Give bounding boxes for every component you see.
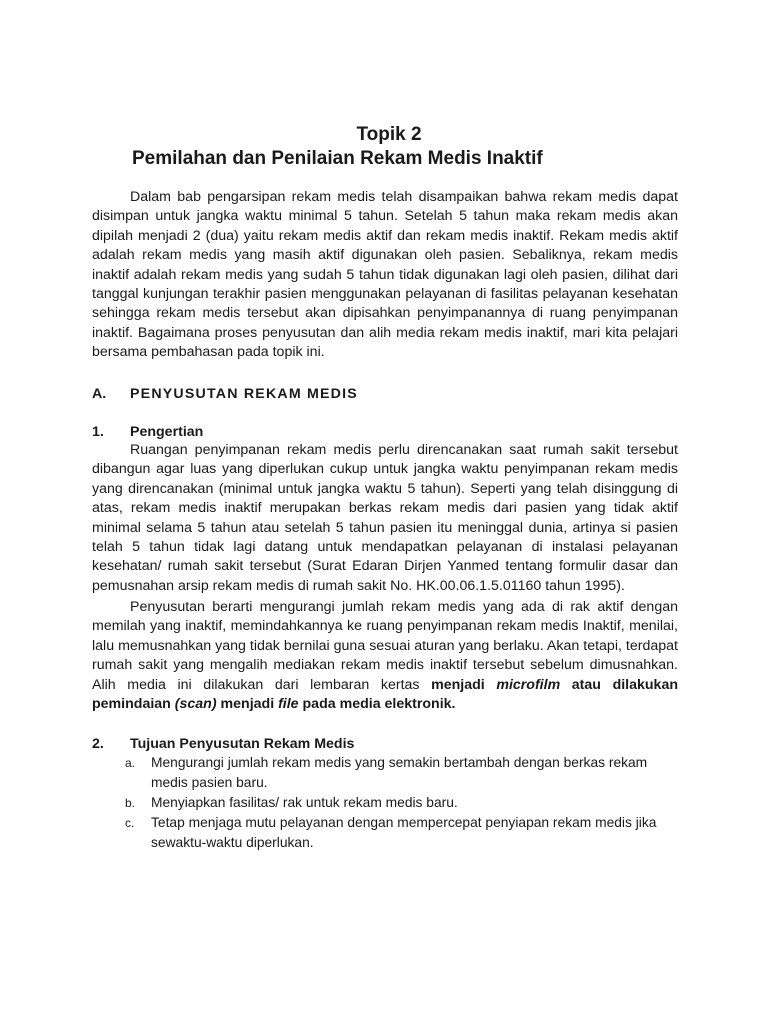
subsection-1-title: Pengertian bbox=[130, 424, 204, 440]
pengertian-paragraph-2 bbox=[92, 598, 678, 714]
topic-number-heading: Topik 2 bbox=[356, 124, 422, 145]
list-marker: b. bbox=[125, 796, 136, 810]
microfilm-term: microfilm bbox=[496, 676, 561, 693]
paragraph-2-bold-3: menjadi bbox=[216, 696, 279, 713]
intro-paragraph: Dalam bab pengarsipan rekam medis telah disampaikan bahwa rekam medis dapat disimpan untuk jangka waktu minimal 5 tahun. Setelah 5 tahun maka rekam medis akan dipilah menjadi 2 (dua) yaitu rekam medis aktif dan rekam medis inaktif. Rekam medis aktif adalah rekam medis yang masih aktif digunakan oleh pasien. Sebaliknya, rekam medis inaktif adalah rekam medis yang sudah 5 tahun tidak digunakan lagi oleh pasien, dilihat dari tanggal kunjungan terakhir pasien menggunakan pelayanan di fasilitas pelayanan kesehatan sehingga rekam medis tersebut akan dipisahkan penyimpanannya di ruang penyimpanan inaktif. Bagaimana proses penyusutan dan alih media rekam medis inaktif, mari kita pelajari bersama pembahasan pada topik ini. bbox=[92, 189, 678, 361]
scan-term: (scan) bbox=[174, 696, 217, 713]
list-item-text: Tetap menjaga mutu pelayanan dengan mempercepat penyiapan rekam medis jika sewaktu-waktu diperlukan. bbox=[151, 815, 657, 850]
list-marker: a. bbox=[125, 756, 136, 770]
file-term: file bbox=[278, 696, 299, 713]
subsection-2-title: Tujuan Penyusutan Rekam Medis bbox=[130, 736, 355, 752]
paragraph-2-bold-2: atau dilakukan pemindaian bbox=[92, 676, 679, 713]
paragraph-2-bold-4: pada media elektronik. bbox=[298, 696, 456, 713]
list-marker: c. bbox=[125, 816, 135, 830]
list-item bbox=[125, 793, 680, 813]
list-item-text: Menyiapkan fasilitas/ rak untuk rekam medis baru. bbox=[151, 795, 458, 810]
paragraph-2-text: Penyusutan berarti mengurangi jumlah rekam medis yang ada di rak aktif dengan memilah yang inaktif, memindahkannya ke ruang penyimpanan rekam medis Inaktif, menilai, lalu memusnahkan yang tidak bernilai guna sesuai aturan yang berlaku. Akan tetapi, terdapat rumah sakit yang mengalih mediakan rekam medis inaktif tersebut sebelum dimusnahkan. Alih media ini dilakukan dari lembaran kertas bbox=[92, 599, 678, 693]
paragraph-2-bold-1: menjadi bbox=[419, 676, 497, 693]
list-item bbox=[125, 813, 680, 853]
section-a-title: PENYUSUTAN REKAM MEDIS bbox=[130, 386, 358, 402]
section-a-number: A. bbox=[92, 386, 107, 402]
list-item bbox=[125, 753, 680, 793]
topic-title-heading: Pemilahan dan Penilaian Rekam Medis Inaktif bbox=[132, 148, 543, 169]
list-item-text: Mengurangi jumlah rekam medis yang semakin bertambah dengan berkas rekam medis pasien baru. bbox=[151, 755, 648, 790]
subsection-1-number: 1. bbox=[92, 424, 104, 440]
subsection-2-number: 2. bbox=[92, 736, 104, 752]
pengertian-paragraph-1: Ruangan penyimpanan rekam medis perlu direncanakan saat rumah sakit tersebut dibangun agar luas yang diperlukan cukup untuk jangka waktu penyimpanan rekam medis yang direncanakan (minimal untuk jangka waktu 5 tahun). Seperti yang telah disinggung di atas, rekam medis inaktif merupakan berkas rekam medis dari pasien yang tidak aktif minimal selama 5 tahun atau setelah 5 tahun pasien itu meninggal dunia, artinya si pasien telah 5 tahun tidak lagi datang untuk mendapatkan pelayanan di instalasi pelayanan kesehatan/ rumah sakit tersebut (Surat Edaran Dirjen Yanmed tentang formulir dasar dan pemusnahan arsip rekam medis di rumah sakit No. HK.00.06.1.5.01160 tahun 1995). bbox=[92, 442, 678, 594]
